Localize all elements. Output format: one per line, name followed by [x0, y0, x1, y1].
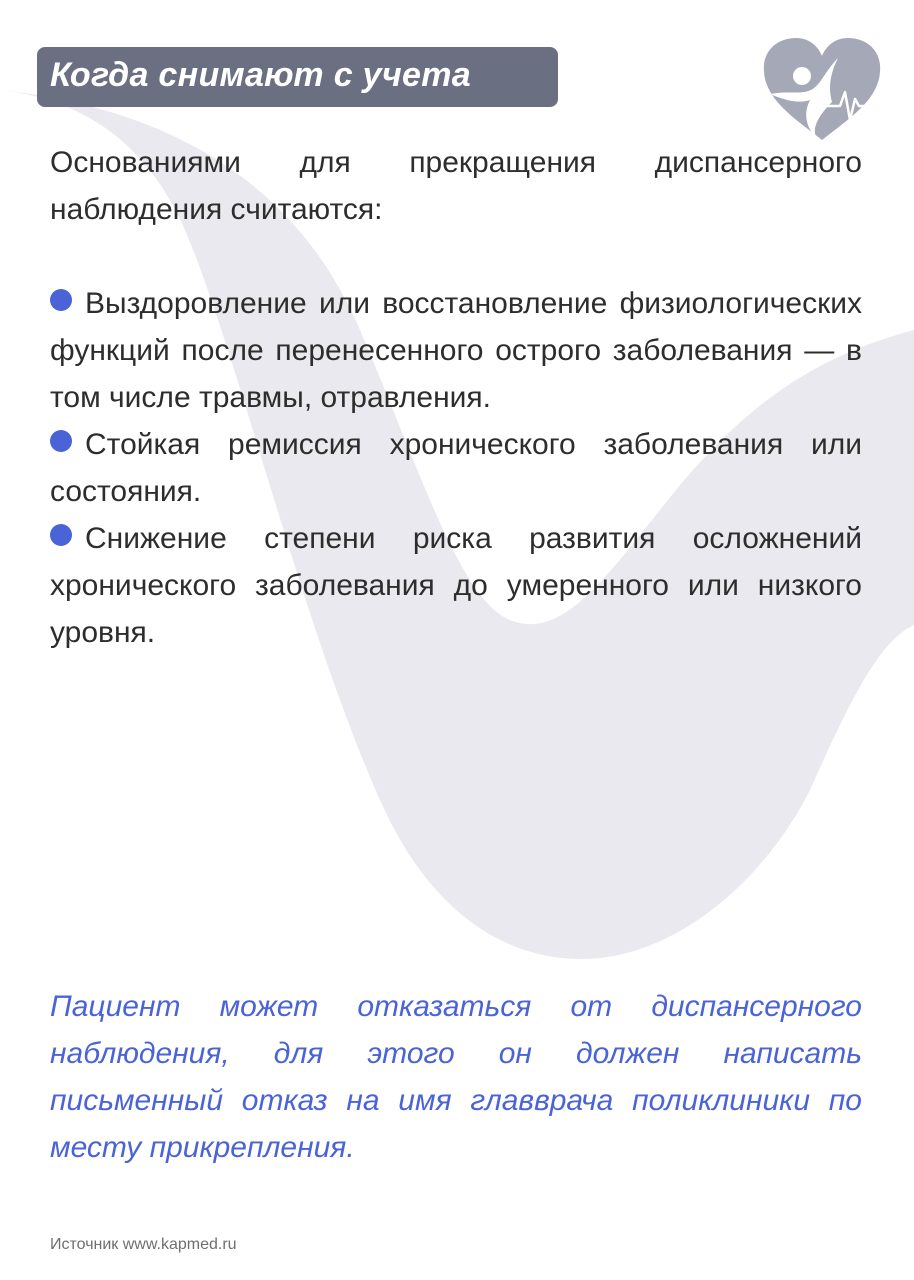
list-item-text: Выздоровление или восстановление физиологических функций после перенесенного острого заболевания — в том числе травмы, отравления. [50, 287, 862, 414]
list-item-text: Снижение степени риска развития осложнений хронического заболевания до умеренного или низкого уровня. [50, 522, 862, 649]
list-item [50, 280, 862, 421]
list-item [50, 515, 862, 656]
list-item [50, 421, 862, 515]
header-badge [37, 47, 558, 107]
main-content [50, 139, 862, 656]
list-item-text: Стойкая ремиссия хронического заболевания или состояния. [50, 428, 862, 508]
intro-paragraph: Основаниями для прекращения диспансерного наблюдения считаются: [50, 146, 862, 226]
refusal-note: Пациент может отказаться от диспансерного наблюдения, для этого он должен написать письменный отказ на имя главврача поликлиники по месту прикрепления. [50, 990, 862, 1164]
criteria-list [50, 280, 862, 656]
bullet-dot-icon [50, 524, 72, 546]
source-caption: Источник www.kapmed.ru [50, 1236, 237, 1253]
page-title: Когда снимают с учета [50, 56, 471, 94]
heart-person-pulse-icon [760, 36, 884, 144]
bullet-dot-icon [50, 430, 72, 452]
bullet-dot-icon [50, 289, 72, 311]
